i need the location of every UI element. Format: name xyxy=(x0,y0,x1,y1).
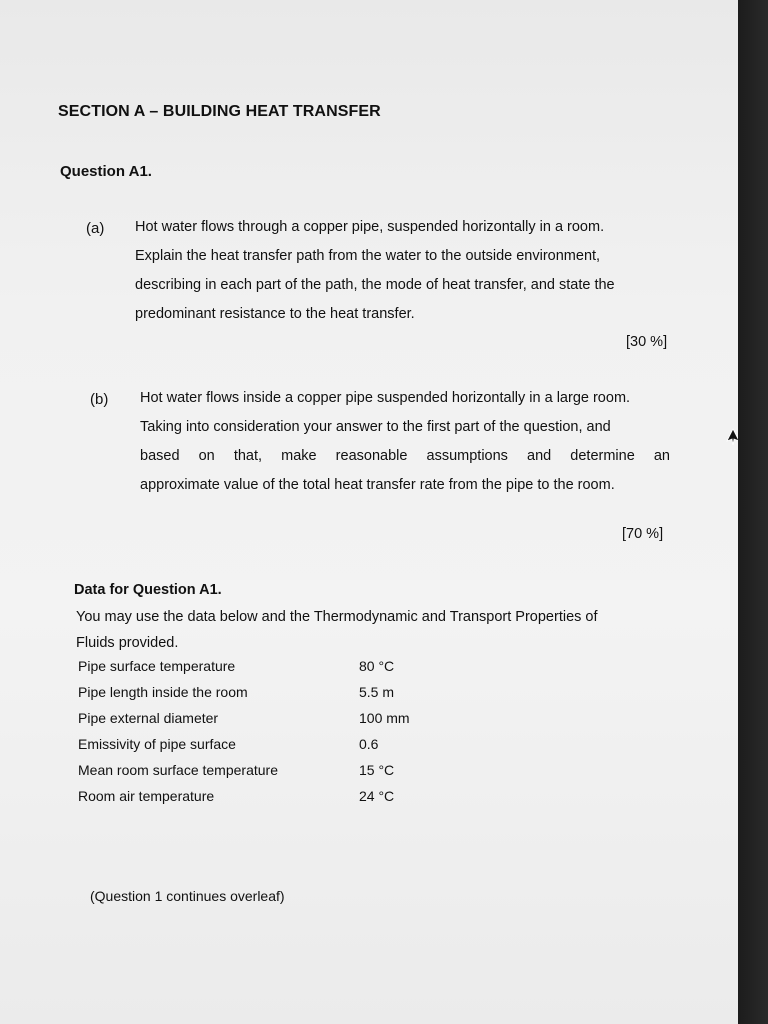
data-row xyxy=(78,684,498,710)
part-a-marks: [30 %] xyxy=(626,334,668,350)
part-b-text xyxy=(140,384,670,500)
continues-note: (Question 1 continues overleaf) xyxy=(90,888,285,904)
data-heading: Data for Question A1. xyxy=(74,582,222,598)
mouse-pointer-icon xyxy=(725,428,738,446)
part-a-label: (a) xyxy=(86,220,105,237)
background-edge xyxy=(738,0,768,1024)
data-value: 100 mm xyxy=(359,710,410,726)
data-value: 0.6 xyxy=(359,736,379,752)
part-b-marks: [70 %] xyxy=(622,526,664,542)
data-value: 5.5 m xyxy=(359,684,395,700)
data-value: 80 °C xyxy=(359,658,395,674)
data-label: Pipe surface temperature xyxy=(78,658,236,674)
part-a-line: predominant resistance to the heat transfer. xyxy=(135,306,415,322)
part-b-line: based on that, make reasonable assumptions and determine an xyxy=(140,448,670,464)
part-a-line: describing in each part of the path, the mode of heat transfer, and state the xyxy=(135,277,615,293)
part-b-line: Hot water flows inside a copper pipe suspended horizontally in a large room. xyxy=(140,390,631,406)
part-a-line: Explain the heat transfer path from the water to the outside environment, xyxy=(135,248,601,264)
data-intro-line: Fluids provided. xyxy=(76,635,179,651)
part-a-text xyxy=(135,213,615,329)
part-a-line: Hot water flows through a copper pipe, suspended horizontally in a room. xyxy=(135,219,605,235)
data-value: 15 °C xyxy=(359,762,395,778)
part-b-label: (b) xyxy=(90,391,109,408)
data-row xyxy=(78,736,498,762)
data-value: 24 °C xyxy=(359,788,395,804)
data-label: Pipe length inside the room xyxy=(78,684,248,700)
data-label: Room air temperature xyxy=(78,788,215,804)
data-row xyxy=(78,658,498,684)
data-label: Pipe external diameter xyxy=(78,710,219,726)
data-row xyxy=(78,762,498,788)
data-intro-line: You may use the data below and the Thermodynamic and Transport Properties of xyxy=(76,609,598,625)
data-label: Mean room surface temperature xyxy=(78,762,278,778)
part-b-line: Taking into consideration your answer to the first part of the question, and xyxy=(140,419,611,435)
section-title: SECTION A – BUILDING HEAT TRANSFER xyxy=(58,103,381,120)
data-table xyxy=(78,658,498,814)
data-intro xyxy=(76,604,676,656)
data-label: Emissivity of pipe surface xyxy=(78,736,236,752)
data-row xyxy=(78,710,498,736)
question-title: Question A1. xyxy=(60,163,152,180)
data-row xyxy=(78,788,498,814)
part-b-line: approximate value of the total heat transfer rate from the pipe to the room. xyxy=(140,477,615,493)
